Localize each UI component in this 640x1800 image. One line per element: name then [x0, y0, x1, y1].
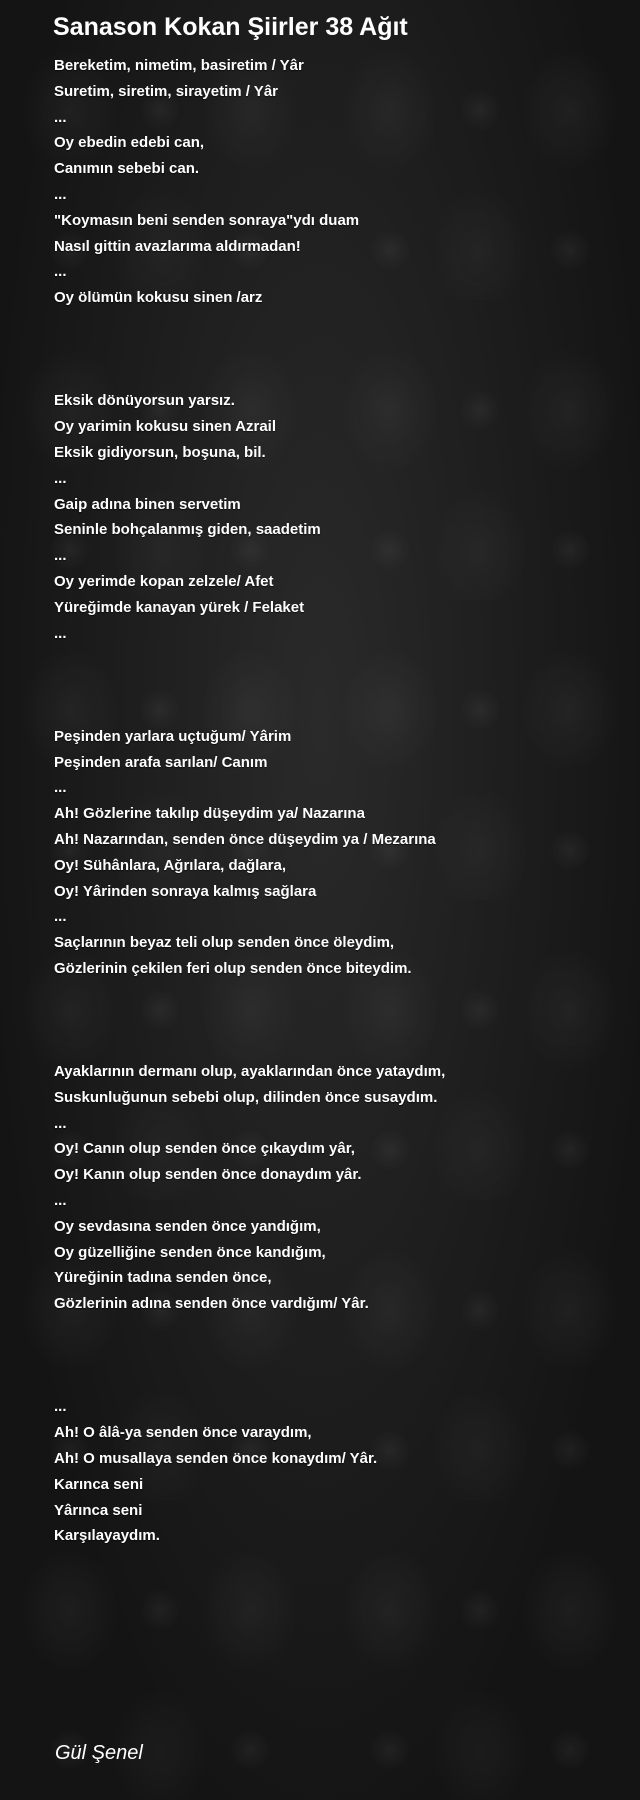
- poem-line: Peşinden arafa sarılan/ Canım: [54, 753, 268, 771]
- poem-line: ...: [54, 908, 67, 926]
- poem-line: Karınca seni: [54, 1475, 144, 1493]
- poem-line: Gözlerinin adına senden önce vardığım/ Yâr.: [54, 1295, 369, 1313]
- stanza-gap: [54, 982, 624, 1059]
- poem-line: Gözlerinin çekilen feri olup senden önce biteydim.: [54, 959, 412, 977]
- poem-line: ...: [54, 469, 67, 487]
- poem-line: Karşılayaydım.: [54, 1527, 160, 1545]
- poem-line: Oy! Yârinden sonraya kalmış sağlara: [54, 882, 317, 900]
- poem-line: Oy yerimde kopan zelzele/ Afet: [54, 572, 274, 590]
- stanza: [54, 1059, 624, 1317]
- poem-line: Oy ölümün kokusu sinen /arz: [54, 289, 263, 307]
- poem-line: ...: [54, 624, 67, 642]
- poem-line: Oy yarimin kokusu sinen Azrail: [54, 418, 277, 436]
- poem-line: Ah! Nazarından, senden önce düşeydim ya / Mezarına: [54, 830, 436, 848]
- stanza-gap: [54, 1317, 624, 1394]
- poem-line: Oy! Canın olup senden önce çıkaydım yâr,: [54, 1140, 355, 1158]
- poem-line: Yüreğinin tadına senden önce,: [54, 1269, 272, 1287]
- poet-signature: Gül Şenel: [55, 1742, 143, 1764]
- poem-line: Eksik dönüyorsun yarsız.: [54, 392, 235, 410]
- poem-line: ...: [54, 1114, 67, 1132]
- stanza-gap: [54, 646, 624, 723]
- poem-line: Ayaklarının dermanı olup, ayaklarından önce yataydım,: [54, 1063, 446, 1081]
- poem-line: Oy! Sühânlara, Ağrılara, dağlara,: [54, 856, 287, 874]
- poem-line: Peşinden yarlara uçtuğum/ Yârim: [54, 727, 292, 745]
- poem-line: Saçlarının beyaz teli olup senden önce öleydim,: [54, 934, 395, 952]
- poem-line: Oy ebedin edebi can,: [54, 134, 205, 152]
- poem-line: Ah! O âlâ-ya senden önce varaydım,: [54, 1424, 312, 1442]
- poem-line: Oy sevdasına senden önce yandığım,: [54, 1217, 321, 1235]
- poem-line: ...: [54, 779, 67, 797]
- poem-line: Gaip adına binen servetim: [54, 495, 241, 513]
- poem-title: Sanason Kokan Şiirler 38 Ağıt: [53, 13, 408, 41]
- poem-line: Yârınca seni: [54, 1501, 143, 1519]
- poem-line: ...: [54, 1398, 67, 1416]
- poem-line: Ah! O musallaya senden önce konaydım/ Yâr.: [54, 1450, 378, 1468]
- stanza: [54, 724, 624, 982]
- poem-line: "Koymasın beni senden sonraya"ydı duam: [54, 211, 360, 229]
- poem-line: ...: [54, 185, 67, 203]
- poem-line: Oy! Kanın olup senden önce donaydım yâr.: [54, 1166, 362, 1184]
- poem-line: Suretim, siretim, sirayetim / Yâr: [54, 82, 278, 100]
- poem-line: ...: [54, 1192, 67, 1210]
- poem-line: Oy güzelliğine senden önce kandığım,: [54, 1243, 326, 1261]
- poem-line: ...: [54, 108, 67, 126]
- poem-line: Ah! Gözlerine takılıp düşeydim ya/ Nazarına: [54, 805, 365, 823]
- poem-line: ...: [54, 547, 67, 565]
- poem-line: Canımın sebebi can.: [54, 160, 200, 178]
- stanza-gap: [54, 311, 624, 388]
- stanza: [54, 1394, 624, 1549]
- poem-line: Nasıl gittin avazlarıma aldırmadan!: [54, 237, 301, 255]
- stanza: [54, 53, 624, 311]
- poem-line: Bereketim, nimetim, basiretim / Yâr: [54, 57, 304, 74]
- poem-body: [54, 53, 624, 1549]
- poem-line: Eksik gidiyorsun, boşuna, bil.: [54, 443, 266, 461]
- stanza: [54, 388, 624, 646]
- poem-line: ...: [54, 263, 67, 281]
- poem-line: Suskunluğunun sebebi olup, dilinden önce susaydım.: [54, 1088, 438, 1106]
- poem-line: Yüreğimde kanayan yürek / Felaket: [54, 598, 305, 616]
- poem-line: Seninle bohçalanmış giden, saadetim: [54, 521, 321, 539]
